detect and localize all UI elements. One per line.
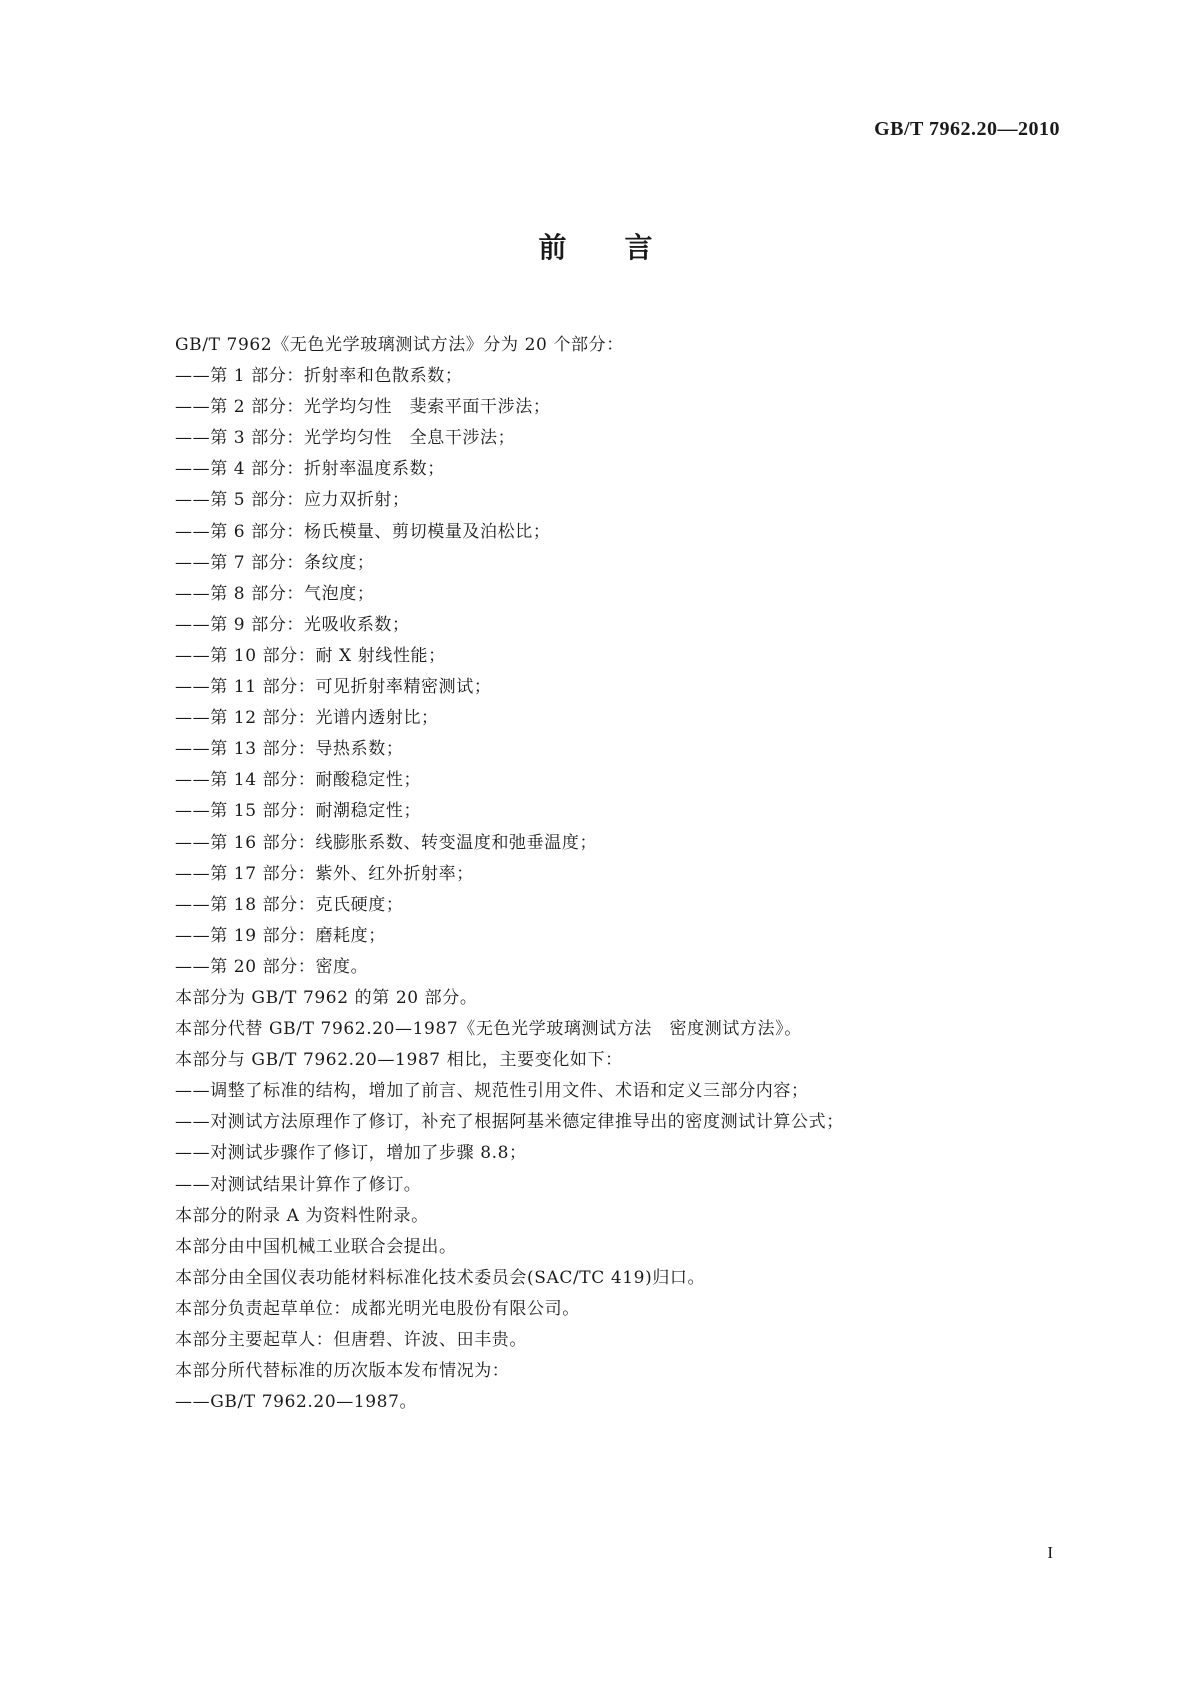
title-char-1: 前 (538, 231, 567, 264)
text-line: ——第 7 部分：条纹度； (175, 552, 375, 573)
text-line: ——第 20 部分：密度。 (175, 956, 369, 977)
standard-code: GB/T 7962.20—2010 (874, 118, 1060, 140)
text-line: ——第 1 部分：折射率和色散系数； (175, 366, 463, 387)
text-line: 本部分的附录 A 为资料性附录。 (175, 1205, 429, 1226)
text-line: ——第 17 部分：紫外、红外折射率； (175, 863, 474, 884)
text-line: ——第 18 部分：克氏硬度； (175, 894, 404, 915)
text-line: ——第 12 部分：光谱内透射比； (175, 708, 439, 729)
text-line: ——对测试方法原理作了修订，补充了根据阿基米德定律推导出的密度测试计算公式； (175, 1112, 844, 1133)
text-line: 本部分主要起草人：但唐碧、许波、田丰贵。 (175, 1330, 527, 1350)
text-line: 本部分由全国仪表功能材料标准化技术委员会(SAC/TC 419)归口。 (175, 1267, 706, 1288)
text-line: 本部分所代替标准的历次版本发布情况为： (175, 1361, 510, 1382)
text-line: ——调整了标准的结构，增加了前言、规范性引用文件、术语和定义三部分内容； (175, 1081, 809, 1102)
text-line: ——第 6 部分：杨氏模量、剪切模量及泊松比； (175, 521, 551, 542)
text-line: ——第 5 部分：应力双折射； (175, 490, 410, 511)
foreword-body (175, 330, 1055, 1418)
text-line: GB/T 7962《无色光学玻璃测试方法》分为 20 个部分： (175, 335, 624, 355)
text-line: ——对测试结果计算作了修订。 (175, 1174, 422, 1195)
text-line: ——第 16 部分：线膨胀系数、转变温度和弛垂温度； (175, 832, 598, 853)
text-line: ——第 19 部分：磨耗度； (175, 925, 386, 946)
page-title (0, 226, 1191, 266)
text-line: ——第 13 部分：导热系数； (175, 739, 404, 760)
text-line: ——第 15 部分：耐潮稳定性； (175, 801, 422, 822)
text-line: 本部分为 GB/T 7962 的第 20 部分。 (175, 987, 478, 1008)
text-line: ——第 14 部分：耐酸稳定性； (175, 770, 422, 791)
title-char-2: 言 (624, 231, 653, 264)
text-line: ——第 3 部分：光学均匀性 全息干涉法； (175, 428, 516, 449)
text-line: ——第 9 部分：光吸收系数； (175, 614, 410, 635)
text-line: ——第 11 部分：可见折射率精密测试； (175, 677, 492, 698)
text-line: ——第 8 部分：气泡度； (175, 583, 375, 604)
text-line: ——对测试步骤作了修订，增加了步骤 8.8； (175, 1143, 527, 1164)
text-line: 本部分负责起草单位：成都光明光电股份有限公司。 (175, 1298, 580, 1319)
page-number: I (1047, 1543, 1053, 1562)
text-line: 本部分与 GB/T 7962.20—1987 相比，主要变化如下： (175, 1050, 623, 1071)
text-line: 本部分代替 GB/T 7962.20—1987《无色光学玻璃测试方法 密度测试方法》。 (175, 1019, 802, 1040)
text-line: ——第 4 部分：折射率温度系数； (175, 459, 445, 480)
text-line: ——第 2 部分：光学均匀性 斐索平面干涉法； (175, 397, 551, 418)
text-line: ——第 10 部分：耐 X 射线性能； (175, 645, 446, 666)
text-line: 本部分由中国机械工业联合会提出。 (175, 1236, 457, 1257)
text-line: ——GB/T 7962.20—1987。 (175, 1392, 418, 1413)
